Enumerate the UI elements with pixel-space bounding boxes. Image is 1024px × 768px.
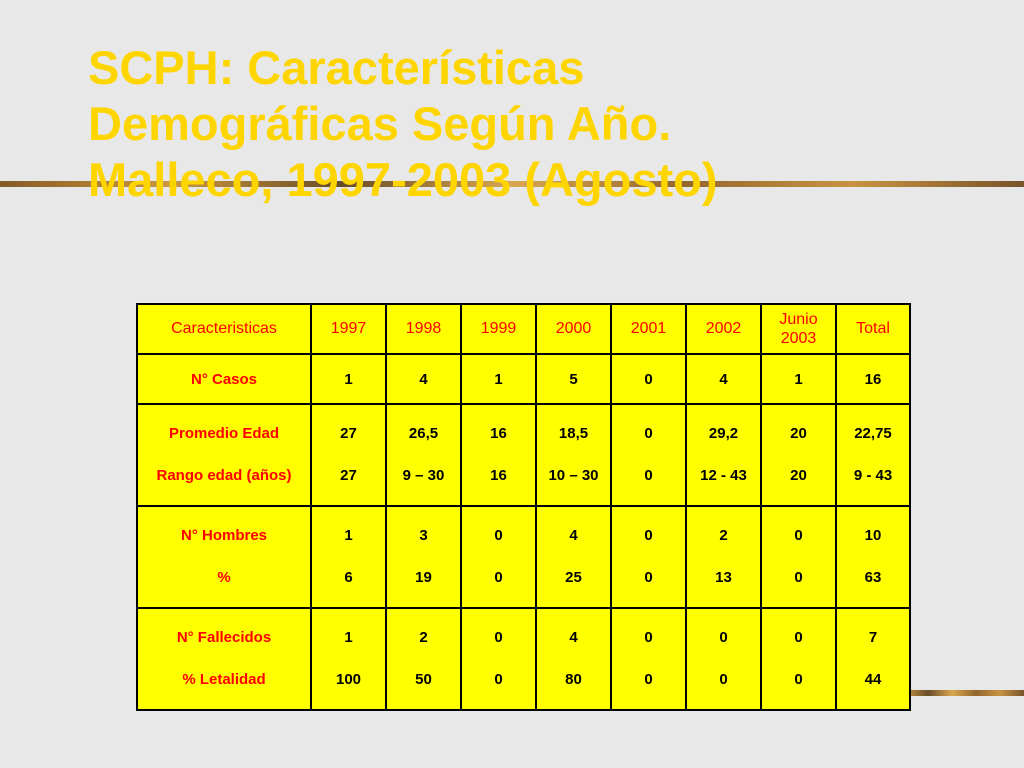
cell-value: 20 (790, 467, 807, 484)
row-label (137, 608, 311, 710)
header-cell: Caracteristicas (137, 304, 311, 354)
cell-value: 3 (419, 527, 428, 544)
cell-value: 80 (565, 671, 582, 688)
table-cell (611, 608, 686, 710)
row-label-secondary: % (217, 569, 231, 586)
row-label-primary: Promedio Edad (168, 425, 280, 442)
cell-value: 0 (644, 527, 653, 544)
cell-value: 27 (340, 467, 357, 484)
cell-value: 10 (864, 527, 882, 544)
row-label-secondary: % Letalidad (182, 671, 266, 688)
row-label-secondary: Rango edad (años) (156, 467, 292, 484)
cell-value: 4 (569, 629, 578, 646)
table-cell (386, 404, 461, 506)
cell-value: 0 (644, 425, 653, 442)
table-cell (761, 404, 836, 506)
header-cell: 1999 (461, 304, 536, 354)
table-cell (386, 608, 461, 710)
cell-value: 9 – 30 (402, 467, 445, 484)
cell-value: 19 (415, 569, 432, 586)
table-cell (686, 506, 761, 608)
header-junio-line2: 2003 (780, 330, 817, 347)
cell-value: 18,5 (558, 425, 589, 442)
cell-value: 0 (794, 629, 803, 646)
cell-value: 2 (719, 527, 728, 544)
table-cell (311, 608, 386, 710)
cell-value: 1 (344, 629, 353, 646)
table-cell: 1 (461, 354, 536, 404)
table-cell (461, 506, 536, 608)
table-cell (761, 608, 836, 710)
cell-value: 22,75 (854, 425, 892, 442)
table-cell: 1 (761, 354, 836, 404)
cell-value: 44 (864, 671, 882, 688)
cell-value: 6 (344, 569, 353, 586)
header-cell: Total (836, 304, 910, 354)
header-cell (761, 304, 836, 354)
cell-value: 10 – 30 (548, 467, 599, 484)
cell-value: 0 (794, 569, 803, 586)
cell-value: 0 (794, 671, 803, 688)
table-cell (536, 608, 611, 710)
header-cell: 2002 (686, 304, 761, 354)
cell-value: 25 (565, 569, 582, 586)
header-row (137, 304, 910, 354)
cell-value: 12 - 43 (700, 467, 747, 484)
row-label (137, 404, 311, 506)
cell-value: 9 - 43 (853, 467, 893, 484)
cell-value: 16 (490, 467, 507, 484)
table-row-fallecidos (137, 608, 910, 710)
cell-value: 0 (494, 527, 503, 544)
header-cell: 2000 (536, 304, 611, 354)
header-cell: 2001 (611, 304, 686, 354)
table-row-edad (137, 404, 910, 506)
cell-value: 0 (494, 671, 503, 688)
row-label (137, 506, 311, 608)
cell-value: 27 (340, 425, 357, 442)
table-cell: 0 (611, 354, 686, 404)
row-label-primary: N° Hombres (180, 527, 267, 544)
table-cell (611, 404, 686, 506)
cell-value: 0 (794, 527, 803, 544)
cell-value: 63 (864, 569, 882, 586)
table-cell (836, 608, 910, 710)
cell-value: 26,5 (408, 425, 439, 442)
cell-value: 29,2 (708, 425, 739, 442)
table-cell (686, 404, 761, 506)
cell-value: 0 (494, 569, 503, 586)
table-cell (836, 506, 910, 608)
table-row-hombres (137, 506, 910, 608)
cell-value: 4 (569, 527, 578, 544)
table-cell: 5 (536, 354, 611, 404)
table-cell (311, 404, 386, 506)
table-cell: 4 (686, 354, 761, 404)
header-cell: 1997 (311, 304, 386, 354)
table-cell (686, 608, 761, 710)
slide-title (88, 40, 988, 208)
cell-value: 100 (335, 671, 362, 688)
title-line-1: SCPH: Características (88, 41, 585, 94)
title-line-3: Malleco, 1997-2003 (Agosto) (88, 153, 718, 206)
demographics-table (136, 303, 911, 711)
cell-value: 0 (644, 629, 653, 646)
table-cell (461, 404, 536, 506)
table-row-casos (137, 354, 910, 404)
cell-value: 0 (719, 671, 728, 688)
table-cell (461, 608, 536, 710)
row-label: N° Casos (137, 354, 311, 404)
cell-value: 0 (644, 671, 653, 688)
cell-value: 1 (344, 527, 353, 544)
table-cell (536, 404, 611, 506)
row-label-primary: N° Fallecidos (176, 629, 272, 646)
table-cell (611, 506, 686, 608)
cell-value: 0 (494, 629, 503, 646)
cell-value: 7 (868, 629, 878, 646)
cell-value: 0 (644, 569, 653, 586)
table-cell (311, 506, 386, 608)
cell-value: 16 (490, 425, 507, 442)
cell-value: 0 (719, 629, 728, 646)
cell-value: 13 (715, 569, 732, 586)
table-cell: 16 (836, 354, 910, 404)
cell-value: 50 (415, 671, 432, 688)
table-cell (836, 404, 910, 506)
cell-value: 2 (419, 629, 428, 646)
cell-value: 20 (790, 425, 807, 442)
table-cell (536, 506, 611, 608)
table-cell (761, 506, 836, 608)
header-cell: 1998 (386, 304, 461, 354)
table-cell: 1 (311, 354, 386, 404)
table-cell: 4 (386, 354, 461, 404)
header-junio-line1: Junio (779, 311, 818, 328)
table-cell (386, 506, 461, 608)
title-line-2: Demográficas Según Año. (88, 97, 672, 150)
cell-value: 0 (644, 467, 653, 484)
